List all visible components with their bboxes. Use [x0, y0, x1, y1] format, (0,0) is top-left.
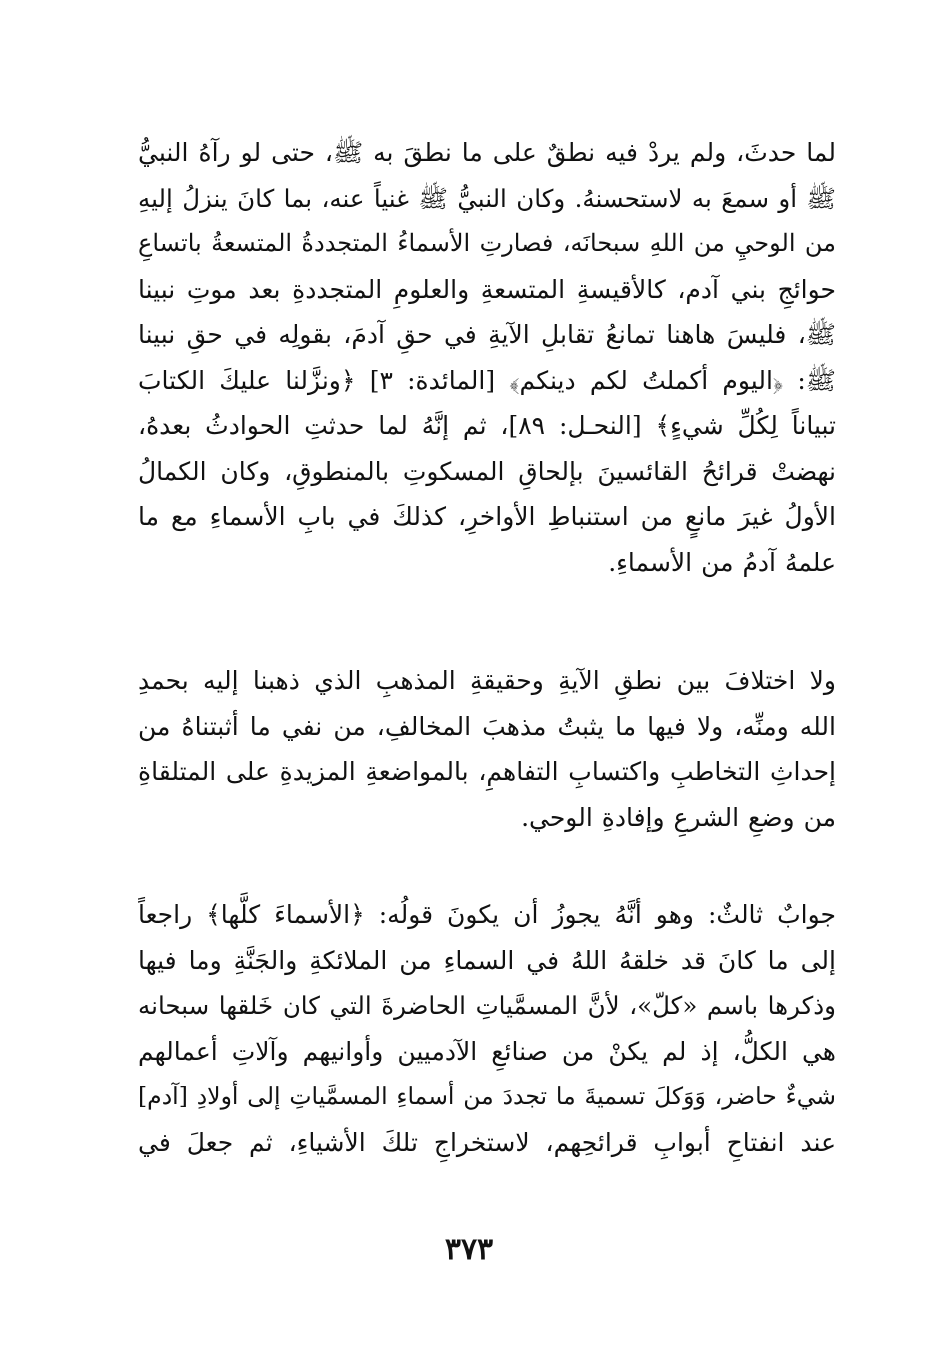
text-line: من وضعِ الشرعِ وإفادةِ الوحي.: [521, 802, 836, 832]
paragraph-1: [138, 130, 836, 585]
text-line: عند انفتاحِ أبوابِ قرائحِهم، لاستخراجِ تلكَ الأشياءِ، ثم جعلَ في: [138, 1127, 836, 1157]
text-line: نهضتْ قرائحُ القائسينَ بإلحاقِ المسكوتِ بالمنطوقِ، وكان الكمالُ: [138, 456, 836, 486]
text-line: ﷺ أو سمعَ به لاستحسنهُ. وكان النبيُّ ﷺ غنياً عنه، بما كانَ ينزلُ إليهِ: [138, 183, 836, 213]
text-line: إلى ما كانَ قد خلقهُ اللهُ في السماءِ من الملائكةِ والجَنَّةِ وما فيها: [138, 945, 836, 975]
text-line: تبياناً لِكُلِّ شيءٍ﴾ [النحـل: ٨٩]، ثم إنَّهُ لما حدثتِ الحوادثُ بعدهُ،: [138, 411, 836, 440]
text-line: حوائجِ بني آدم، كالأقيسةِ المتسعةِ والعلومِ المتجددةِ بعد موتِ نبينا: [138, 274, 836, 304]
text-line: الله ومنِّه، ولا فيها ما يثبتُ مذهبَ المخالفِ، من نفي ما أثبتناهُ من: [138, 711, 836, 741]
paragraph-3: [138, 892, 836, 1165]
text-line: هي الكلُّ، إذ لم يكنْ من صنائعِ الآدميين وأوانيهم وآلاتِ أعمالهم: [138, 1036, 836, 1066]
text-line: ولا اختلافَ بين نطقِ الآيةِ وحقيقةِ المذهبِ الذي ذهبنا إليه بحمدِ: [138, 666, 836, 695]
text-line: علمهُ آدمُ من الأسماءِ.: [608, 547, 836, 577]
text-line: الأولُ غيرَ مانعٍ من استنباطِ الأواخرِ، كذلكَ في بابِ الأسماءِ مع ما: [138, 502, 836, 531]
text-line: ﷺ، فليسَ هاهنا تمانعُ تقابلِ الآيةِ في حقِ آدمَ، بقولِه في حقِ نبينا: [138, 320, 836, 349]
paragraph-2: [138, 658, 836, 840]
text-line: من الوحيِ من اللهِ سبحانَه، فصارتِ الأسماءُ المتجددةُ المتسعةُ باتساعِ: [138, 229, 836, 257]
text-line: وذكرها باسم «كلّ»، لأنَّ المسمَّياتِ الحاضرةَ التي كان خَلقها سبحانه: [138, 991, 836, 1020]
text-line: إحداثِ التخاطبِ واكتسابِ التفاهمِ، بالمواضعةِ المزيدةِ على المتلقاةِ: [138, 757, 836, 786]
page-number: ٣٧٣: [444, 1232, 494, 1267]
text-line: جوابٌ ثالثٌ: وهو أنَّهُ يجوزُ أن يكونَ قولُه: ﴿الأسماءَ كلَّها﴾ راجعاً: [138, 900, 836, 929]
text-line: لما حدثَ، ولم يردْ فيه نطقٌ على ما نطقَ به ﷺ، حتى لو رآهُ النبيُّ: [138, 138, 836, 167]
text-line: ﷺ: ﴿اليوم أكملتُ لكم دينكم﴾ [المائدة: ٣] ﴿ونزَّلنا عليكَ الكتابَ: [138, 365, 836, 395]
text-line: شيءٌ حاضر، وَوَكلَ تسميةَ ما تجددَ من أسماءِ المسمَّياتِ إلى أولادِ [آدم]: [138, 1082, 836, 1110]
